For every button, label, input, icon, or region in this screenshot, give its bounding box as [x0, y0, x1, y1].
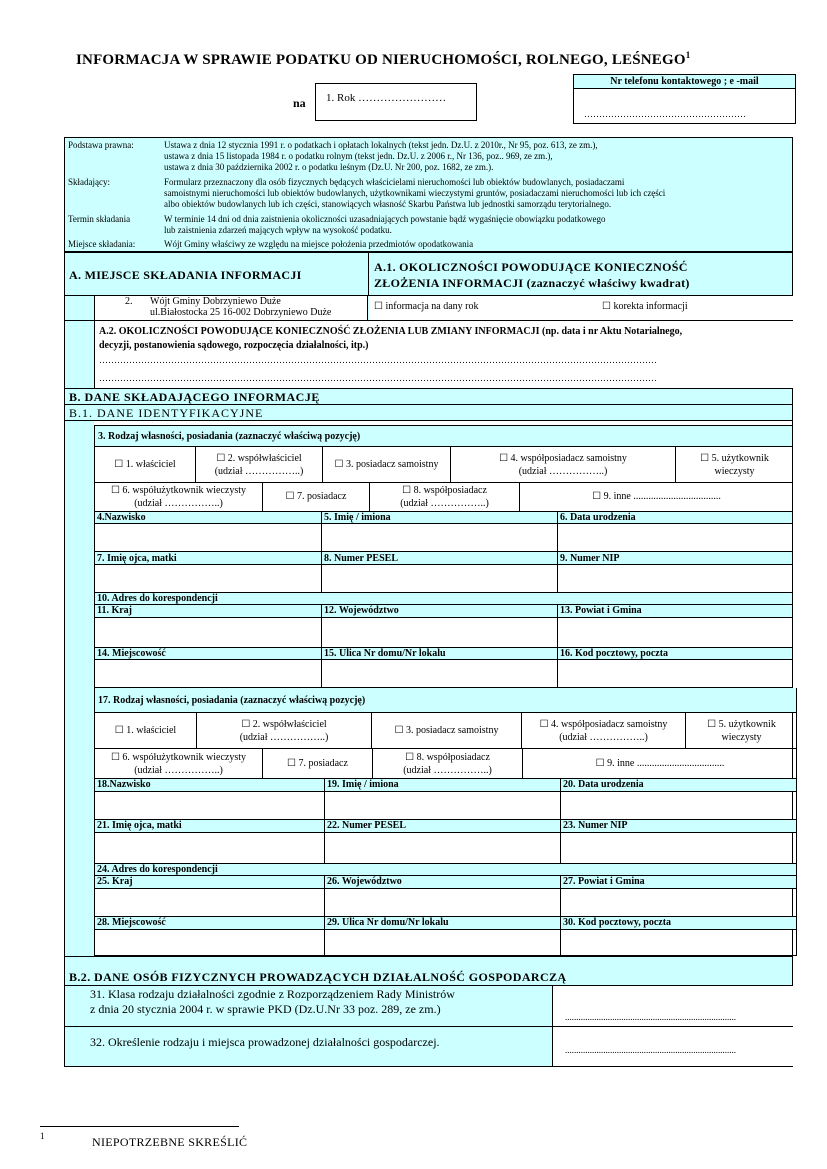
row-inputs-25-27	[94, 889, 797, 917]
section-a-row	[64, 296, 793, 321]
row-labels-21-23	[94, 820, 797, 833]
legal-info-block	[64, 137, 793, 252]
row-inputs-7-9	[94, 565, 793, 593]
office-street: ul.Białostocka 25 16-002 Dobrzyniewo Duże	[150, 307, 332, 318]
address-header-2: 24. Adres do korespondencji	[94, 864, 797, 876]
field-31-label: 31. Klasa rodzaju działalności zgodnie z Rozporządzeniem Rady Ministrów z dnia 20 stycznia 2004 r. w sprawie PKD (Dz.U.Nr 33 poz. 289, ze zm.)	[90, 987, 455, 1016]
row-labels-11-13	[94, 605, 793, 618]
row-inputs-4-6	[94, 524, 793, 552]
row-labels-18-20	[94, 779, 797, 792]
label-nip: 9. Numer NIP	[557, 552, 622, 564]
phone-dots: ………………………………………………	[584, 109, 746, 119]
section-b1-title: B.1. DANE IDENTYFIKACYJNE	[69, 406, 264, 420]
field-32-label: 32. Określenie rodzaju i miejsca prowadzonej działalności gospodarczej.	[90, 1035, 440, 1049]
country-input[interactable]	[95, 618, 321, 647]
row-inputs-14-16	[94, 660, 793, 688]
first-names-input-2[interactable]	[324, 792, 560, 819]
row-inputs-21-23	[94, 833, 797, 864]
label-nip-2: 23. Numer NIP	[560, 819, 630, 832]
own1-owner-checkbox[interactable]: ☐ 1. właściciel	[114, 459, 176, 470]
checkbox-correction[interactable]: ☐ korekta informacji	[602, 301, 688, 312]
row-inputs-18-20	[94, 792, 797, 820]
own2-coperpetual-checkbox[interactable]: ☐ 6. współużytkownik wieczysty (udział ……………..)	[110, 752, 247, 776]
label-county-2: 27. Powiat i Gmina	[560, 875, 647, 888]
ownership-row-1a	[94, 447, 793, 483]
birth-date-input[interactable]	[557, 524, 793, 551]
section-a-header	[64, 252, 793, 296]
tax-office-address: 2. Wójt Gminy Dobrzyniewo Duże ul.Białostocka 25 16-002 Dobrzyniewo Duże	[94, 296, 368, 320]
own1-joint-possessor-checkbox[interactable]: ☐ 8. współposiadacz (udział ……………..)	[369, 483, 519, 511]
phone-label: Nr telefonu kontaktowego ; e -mail	[610, 76, 759, 87]
a2-line-1[interactable]: ……………………………………………………………………………………………………………………………………………………………………	[99, 355, 657, 365]
label-voivodeship: 12. Województwo	[321, 604, 401, 617]
postcode-input[interactable]	[557, 660, 793, 687]
country-input-2[interactable]	[95, 889, 324, 916]
footnote-text: NIEPOTRZEBNE SKREŚLIĆ	[92, 1135, 248, 1149]
year-field[interactable]	[315, 83, 477, 121]
voivodeship-input[interactable]	[321, 618, 557, 647]
section-a-title: A. MIEJSCE SKŁADANIA INFORMACJI	[69, 268, 302, 282]
miejsce-text: Wójt Gminy właściwy ze względu na miejsce położenia przedmiotów opodatkowania	[164, 239, 474, 249]
field-32-input[interactable]: ............................................................................	[552, 1027, 793, 1066]
own1-coperpetual-checkbox[interactable]: ☐ 6. współużytkownik wieczysty (udział ……………..)	[110, 485, 247, 509]
label-country: 11. Kraj	[97, 605, 132, 616]
section-b1-header	[64, 405, 793, 421]
pesel-input-2[interactable]	[324, 833, 560, 863]
checkbox-annual-info[interactable]: ☐ informacja na dany rok	[374, 301, 479, 312]
surname-input[interactable]	[95, 524, 321, 551]
year-label: 1. Rok ……………………	[326, 92, 447, 104]
footnote-rule	[40, 1126, 239, 1127]
footnote-number: 1	[40, 1131, 45, 1141]
ownership-title-1: 3. Rodzaj własności, posiadania (zaznaczyć właściwą pozycję)	[94, 425, 793, 447]
own1-possessor-checkbox[interactable]: ☐ 3. posiadacz samoistny	[322, 447, 450, 482]
termin-text: W terminie 14 dni od dnia zaistnienia okoliczności uzasadniających powstanie bądź wygaśnięcie obowiązku podatkowego lub zaistnienia zdarzeń mających wpływ na wysokość podatku.	[164, 214, 606, 235]
parents-input[interactable]	[95, 565, 321, 592]
skladajacy-text: Formularz przeznaczony dla osób fizycznych będących właścicielami nieruchomości lub obiektów budowlanych, posiadaczami samoistnymi nieruchomości lub obiektów budowlanych, użytkownikami wieczystymi gruntów, posiadaczami nieruchomości lub ich części albo obiektów budowlanych lub ich części, stanowiących własność Skarbu Państwa lub jednostki samorządu terytorialnego.	[164, 177, 666, 209]
label-postcode: 16. Kod pocztowy, poczta	[557, 647, 670, 660]
row-labels-25-27	[94, 876, 797, 889]
section-a2-title: A.2. OKOLICZNOŚCI POWODUJĄCE KONIECZNOŚĆ ZŁOŻENIA LUB ZMIANY INFORMACJI (np. data i nr Aktu Notarialnego, decyzji, postanowienia sądowego, rozpoczęcia działalności, itp.)	[99, 326, 683, 351]
street-input-2[interactable]	[324, 930, 560, 955]
label-street-2: 29. Ulica Nr domu/Nr lokalu	[324, 916, 451, 929]
field-31-input[interactable]: ............................................................................	[552, 986, 793, 1026]
podstawa-text: Ustawa z dnia 12 stycznia 1991 r. o podatkach i opłatach lokalnych (tekst jedn. Dz.U. z 2010r., Nr 95, poz. 613, ze zm.), ustawa z dnia 15 listopada 1984 r. o podatku rolnym (tekst jedn. Dz.U. z 2006 r., Nr 136, poz.. 969, ze zm.), ustawa z dnia 30 października 2002 r. o podatku leśnym (Dz.U. Nr 200, poz. 1682, ze zm.).	[164, 140, 598, 172]
page-title: INFORMACJA W SPRAWIE PODATKU OD NIERUCHOMOŚCI, ROLNEGO, LEŚNEGO$^1$	[76, 50, 691, 68]
county-input-2[interactable]	[560, 889, 797, 916]
row-labels-14-16	[94, 648, 793, 660]
ownership-title-2: 17. Rodzaj własności, posiadania (zaznaczyć właściwą pozycję)	[94, 688, 797, 713]
label-street: 15. Ulica Nr domu/Nr lokalu	[321, 647, 448, 660]
own2-perpetual-user-checkbox[interactable]: ☐ 5. użytkownik wieczysty	[685, 713, 797, 748]
own2-joint-possessor-checkbox[interactable]: ☐ 8. współposiadacz (udział ……………..)	[372, 749, 522, 778]
own1-perpetual-user-checkbox[interactable]: ☐ 5. użytkownik wieczysty	[675, 447, 793, 482]
phone-field[interactable]	[573, 89, 796, 124]
nip-input-2[interactable]	[560, 833, 797, 863]
section-a1-title: A.1. OKOLICZNOŚCI POWODUJĄCE KONIECZNOŚĆ ZŁOŻENIA INFORMACJI (zaznaczyć właściwy kwadrat)	[374, 260, 690, 290]
b1-left-strip	[64, 421, 94, 956]
street-input[interactable]	[321, 660, 557, 687]
city-input-2[interactable]	[95, 930, 324, 955]
own2-dependent-possessor-checkbox[interactable]: ☐ 7. posiadacz	[262, 749, 372, 778]
own2-coowner-checkbox[interactable]: ☐ 2. współwłaściciel (udział ……………..)	[196, 713, 371, 748]
row-labels-4-6	[94, 512, 793, 524]
row-labels-28-30	[94, 917, 797, 930]
nip-input[interactable]	[557, 565, 793, 592]
own2-copossessor-checkbox[interactable]: ☐ 4. współposiadacz samoistny (udział ……………..)	[521, 713, 685, 748]
row-inputs-28-30	[94, 930, 797, 956]
voivodeship-input-2[interactable]	[324, 889, 560, 916]
label-parents-2: 21. Imię ojca, matki	[97, 820, 182, 831]
birth-date-input-2[interactable]	[560, 792, 797, 819]
own2-owner-checkbox[interactable]: ☐ 1. właściciel	[114, 725, 177, 736]
office-name: Wójt Gminy Dobrzyniewo Duże	[150, 296, 281, 307]
label-country-2: 25. Kraj	[97, 876, 133, 887]
section-b2-header	[64, 956, 793, 986]
label-first-names-2: 19. Imię / imiona	[324, 778, 401, 791]
label-birth-date: 6. Data urodzenia	[557, 511, 638, 523]
section-b2-title: B.2. DANE OSÓB FIZYCZNYCH PROWADZĄCYCH DZIAŁALNOŚĆ GOSPODARCZĄ	[69, 970, 567, 984]
label-city-2: 28. Miejscowość	[97, 917, 166, 928]
skladajacy-label: Składający:	[68, 177, 110, 187]
surname-input-2[interactable]	[95, 792, 324, 819]
label-surname: 4.Nazwisko	[97, 512, 146, 523]
postcode-input-2[interactable]	[560, 930, 797, 955]
own2-possessor-checkbox[interactable]: ☐ 3. posiadacz samoistny	[371, 713, 521, 748]
phone-header	[573, 74, 796, 89]
label-pesel: 8. Numer PESEL	[321, 552, 400, 564]
miejsce-label: Miejsce składania:	[68, 239, 136, 249]
section-a2	[64, 321, 793, 389]
row-labels-7-9	[94, 552, 793, 565]
own1-other-checkbox[interactable]: ☐ 9. inne ...................................	[519, 483, 793, 511]
own1-dependent-possessor-checkbox[interactable]: ☐ 7. posiadacz	[262, 483, 369, 511]
label-city: 14. Miejscowość	[97, 648, 166, 659]
label-birth-date-2: 20. Data urodzenia	[560, 778, 646, 791]
row-32	[64, 1027, 793, 1067]
pesel-input[interactable]	[321, 565, 557, 592]
ownership-row-1b	[94, 483, 793, 512]
ownership-row-2a	[94, 713, 797, 749]
parents-input-2[interactable]	[95, 833, 324, 863]
label-postcode-2: 30. Kod pocztowy, poczta	[560, 916, 673, 929]
termin-label: Termin składania	[68, 214, 131, 224]
ownership-row-2b	[94, 749, 797, 779]
footnote-marker: 1	[685, 50, 691, 60]
county-input[interactable]	[557, 618, 793, 647]
row-31	[64, 986, 793, 1027]
label-pesel-2: 22. Numer PESEL	[324, 819, 408, 832]
label-county: 13. Powiat i Gmina	[557, 604, 644, 617]
section-b-title: B. DANE SKŁADAJĄCEGO INFORMACJĘ	[69, 390, 320, 404]
own1-copossessor-checkbox[interactable]: ☐ 4. współposiadacz samoistny (udział ……………..)	[450, 447, 675, 482]
own2-other-checkbox[interactable]: ☐ 9. inne ...................................	[522, 749, 797, 778]
a2-line-2[interactable]: ……………………………………………………………………………………………………………………………………………………………………	[99, 373, 657, 383]
podstawa-label: Podstawa prawna:	[68, 140, 134, 150]
section-b-header	[64, 389, 793, 405]
label-parents: 7. Imię ojca, matki	[97, 553, 177, 564]
label-surname-2: 18.Nazwisko	[97, 779, 151, 790]
label-first-names: 5. Imię / imiona	[321, 511, 393, 523]
own1-coowner-checkbox[interactable]: ☐ 2. współwłaściciel (udział ……………..)	[195, 447, 322, 482]
address-header-1: 10. Adres do korespondencji	[94, 593, 793, 605]
row-inputs-11-13	[94, 618, 793, 648]
na-label: na	[293, 96, 306, 110]
label-voivodeship-2: 26. Województwo	[324, 875, 404, 888]
first-names-input[interactable]	[321, 524, 557, 551]
city-input[interactable]	[95, 660, 321, 687]
